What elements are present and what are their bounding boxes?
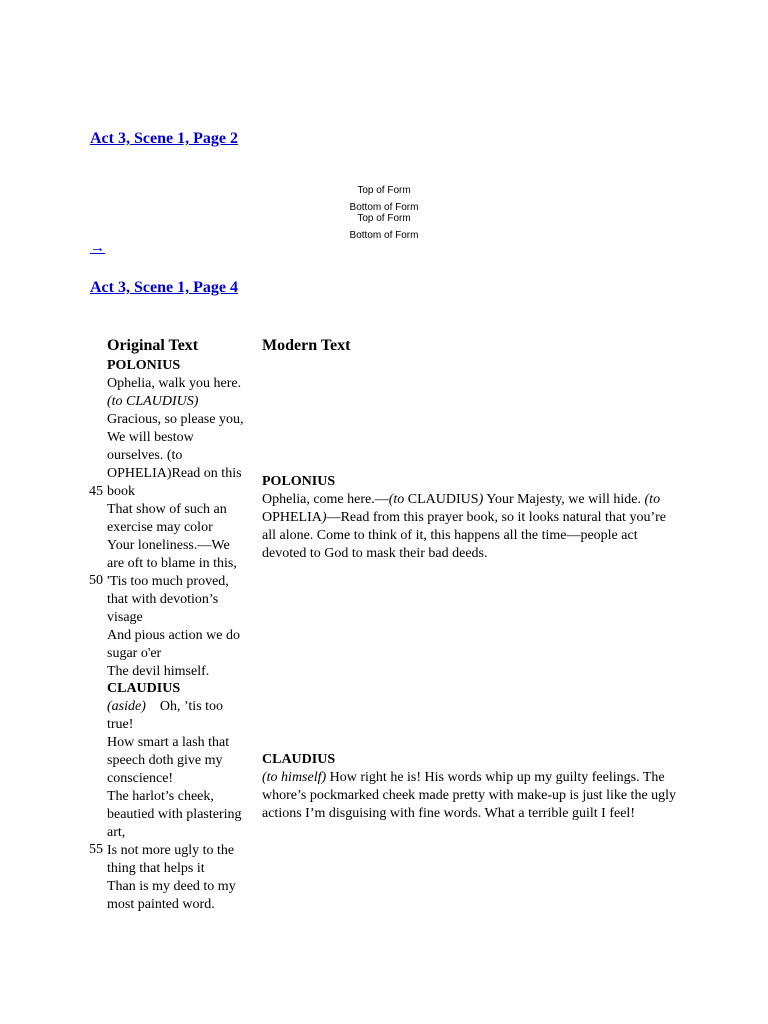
- prev-page-link[interactable]: Act 3, Scene 1, Page 2: [90, 130, 238, 147]
- modern-claudius-block: [262, 751, 682, 823]
- speaker-name: CLAUDIUS: [107, 681, 181, 696]
- original-text-header: Original Text: [107, 337, 199, 354]
- original-claudius-block: [107, 680, 257, 914]
- original-line: (aside) Oh, ’tis too: [107, 699, 224, 714]
- original-line: Ophelia, walk you here.: [107, 376, 242, 391]
- original-line: conscience!: [107, 771, 174, 786]
- line-number: 45: [89, 484, 103, 499]
- modern-passage: (to himself) How right he is! His words whip up my guilty feelings. The whore’s pockmarked cheek made pretty with make-up is just like the ugly actions I’m disguising with fine words. What a terrible guilt I feel!: [262, 770, 677, 821]
- speaker-name: POLONIUS: [262, 474, 336, 489]
- speaker-name: POLONIUS: [107, 358, 181, 373]
- original-polonius-block: [107, 357, 257, 681]
- original-line: thing that helps it: [107, 861, 205, 876]
- original-line: speech doth give my: [107, 753, 223, 768]
- line-number: 50: [89, 573, 103, 588]
- speaker-name: CLAUDIUS: [262, 752, 336, 767]
- original-line: art,: [107, 825, 126, 840]
- original-line: (to CLAUDIUS): [107, 394, 199, 409]
- original-line: The harlot’s cheek,: [107, 789, 214, 804]
- original-line: ourselves. (to: [107, 448, 183, 463]
- original-line: beautied with plastering: [107, 807, 242, 822]
- line-number: 55: [89, 842, 103, 857]
- original-line: Your loneliness.—We: [107, 538, 230, 553]
- original-line: book: [107, 484, 135, 499]
- original-line: that with devotion’s: [107, 592, 219, 607]
- original-line: exercise may color: [107, 520, 213, 535]
- original-line: visage: [107, 610, 143, 625]
- original-line: Is not more ugly to the: [107, 843, 235, 858]
- original-line: We will bestow: [107, 430, 194, 445]
- form-bottom-marker: Bottom of Form: [349, 230, 419, 241]
- original-line: OPHELIA)Read on this: [107, 466, 242, 481]
- original-line: true!: [107, 717, 134, 732]
- original-line: Gracious, so please you,: [107, 412, 244, 427]
- original-line: are oft to blame in this,: [107, 556, 237, 571]
- next-arrow-link[interactable]: →: [90, 240, 105, 256]
- form-top-marker: Top of Form: [357, 185, 411, 196]
- original-line: That show of such an: [107, 502, 227, 517]
- original-line: How smart a lash that: [107, 735, 230, 750]
- modern-text-header: Modern Text: [262, 337, 351, 354]
- original-line: Than is my deed to my: [107, 879, 236, 894]
- original-line: sugar o'er: [107, 646, 162, 661]
- modern-passage: Ophelia, come here.—(to CLAUDIUS) Your Majesty, we will hide. (to OPHELIA)—Read from this prayer book, so it looks natural that you’re all alone. Come to think of it, this happens all the time—people act devoted to God to mask their bad deeds.: [262, 492, 666, 561]
- original-line: The devil himself.: [107, 664, 210, 679]
- form-bottom-marker: Bottom of Form: [349, 202, 419, 213]
- original-line: 'Tis too much proved,: [107, 574, 229, 589]
- original-line: And pious action we do: [107, 628, 240, 643]
- form-top-marker: Top of Form: [357, 213, 411, 224]
- next-page-link[interactable]: Act 3, Scene 1, Page 4: [90, 279, 238, 296]
- modern-polonius-block: [262, 473, 682, 563]
- original-line: most painted word.: [107, 897, 215, 912]
